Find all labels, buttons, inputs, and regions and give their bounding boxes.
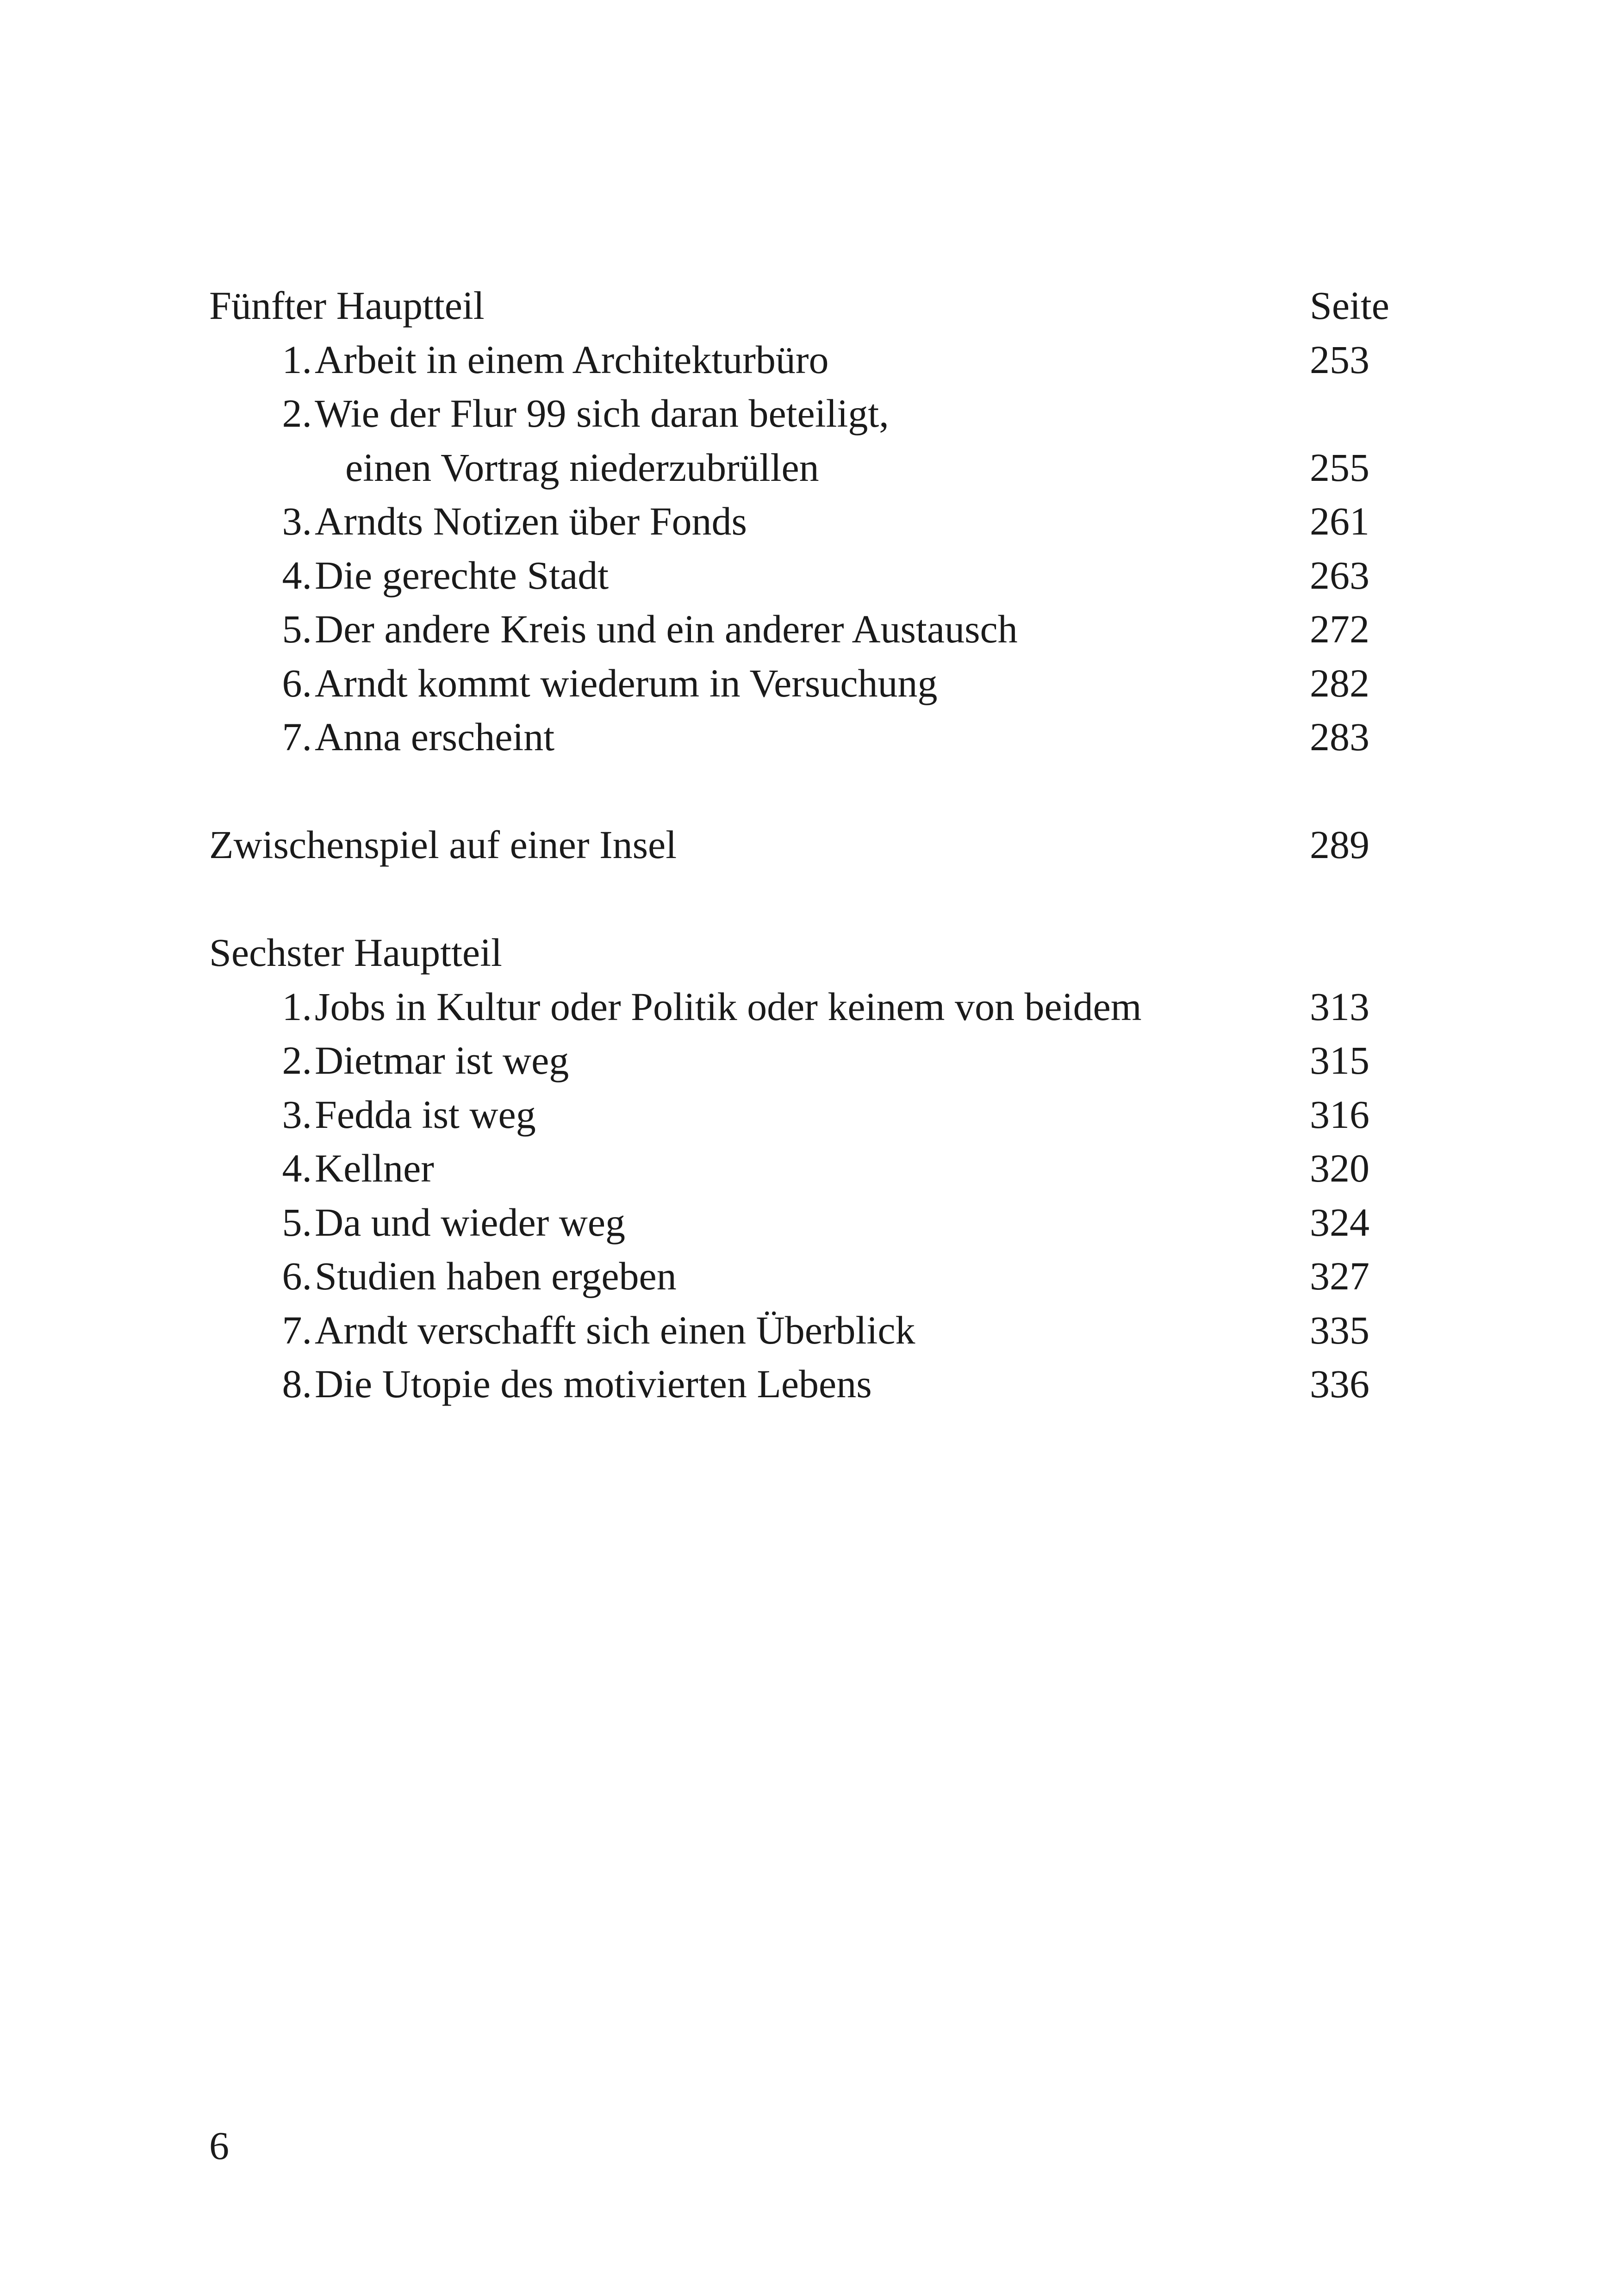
- toc-entry: [209, 1033, 1394, 1088]
- entry-page: 315: [1310, 1038, 1369, 1083]
- entry-number: 7.: [282, 715, 312, 759]
- entry-title: Die gerechte Stadt: [315, 553, 609, 597]
- entry-title: Studien haben ergeben: [315, 1254, 677, 1298]
- entry-title: Kellner: [315, 1146, 434, 1190]
- part-title: Fünfter Hauptteil: [209, 283, 485, 328]
- toc-entry-continuation: [209, 441, 1394, 495]
- toc-entry: [209, 333, 1394, 387]
- toc-entry: [209, 710, 1394, 764]
- interlude-title: Zwischenspiel auf einer Insel: [209, 822, 677, 867]
- entry-number: 7.: [282, 1307, 312, 1352]
- entry-number: 3.: [282, 1092, 312, 1137]
- toc-entry: [209, 494, 1394, 548]
- entry-title: Fedda ist weg: [315, 1092, 536, 1137]
- toc-entry: [209, 980, 1394, 1034]
- entry-page: 289: [1310, 822, 1369, 867]
- entry-number: 6.: [282, 660, 312, 705]
- entry-page: 283: [1310, 715, 1369, 759]
- entry-number: 2.: [282, 1038, 312, 1083]
- entry-page: 320: [1310, 1146, 1369, 1190]
- entry-page: 282: [1310, 660, 1369, 705]
- toc-entry: [209, 1303, 1394, 1357]
- toc-entry: [209, 386, 1394, 441]
- toc-entry: [209, 1141, 1394, 1195]
- entry-number: 1.: [282, 984, 312, 1029]
- entry-number: 1.: [282, 337, 312, 382]
- entry-title: Die Utopie des motivierten Lebens: [315, 1362, 872, 1406]
- part-header-row: [209, 926, 1394, 980]
- entry-number: 4.: [282, 1146, 312, 1190]
- table-of-contents: [209, 279, 1394, 1411]
- entry-page: 313: [1310, 984, 1369, 1029]
- entry-number: 5.: [282, 1200, 312, 1244]
- entry-number: 3.: [282, 499, 312, 543]
- section-spacer: [209, 764, 1394, 818]
- entry-title: Wie der Flur 99 sich daran beteiligt,: [315, 391, 889, 436]
- entry-title-continuation: einen Vortrag niederzubrüllen: [345, 445, 819, 490]
- entry-number: 5.: [282, 607, 312, 651]
- toc-entry: [209, 1088, 1394, 1142]
- entry-page: 261: [1310, 499, 1369, 543]
- entry-title: Der andere Kreis und ein anderer Austausch: [315, 607, 1018, 651]
- toc-entry: [209, 1357, 1394, 1411]
- page-column-header: Seite: [1310, 283, 1389, 328]
- toc-entry: [209, 1195, 1394, 1250]
- entry-title: Da und wieder weg: [315, 1200, 626, 1244]
- entry-title: Dietmar ist weg: [315, 1038, 569, 1083]
- part-header-row: [209, 279, 1394, 333]
- entry-page: 327: [1310, 1254, 1369, 1298]
- toc-entry: [209, 602, 1394, 656]
- entry-number: 4.: [282, 553, 312, 597]
- entry-page: 263: [1310, 553, 1369, 597]
- entry-number: 6.: [282, 1254, 312, 1298]
- folio-page-number: 6: [209, 2123, 229, 2168]
- entry-page: 316: [1310, 1092, 1369, 1137]
- entry-page: 255: [1310, 445, 1369, 490]
- toc-entry: [209, 548, 1394, 603]
- entry-title: Arbeit in einem Architekturbüro: [315, 337, 829, 382]
- entry-title: Arndt kommt wiederum in Versuchung: [315, 660, 938, 705]
- entry-title: Anna erscheint: [315, 715, 555, 759]
- section-spacer: [209, 872, 1394, 926]
- entry-page: 272: [1310, 607, 1369, 651]
- entry-page: 336: [1310, 1362, 1369, 1406]
- interlude-row: [209, 818, 1394, 872]
- entry-number: 2.: [282, 391, 312, 436]
- entry-page: 324: [1310, 1200, 1369, 1244]
- entry-page: 253: [1310, 337, 1369, 382]
- toc-entry: [209, 1249, 1394, 1303]
- entry-title: Arndt verschafft sich einen Überblick: [315, 1307, 915, 1352]
- entry-page: 335: [1310, 1307, 1369, 1352]
- entry-number: 8.: [282, 1362, 312, 1406]
- entry-title: Arndts Notizen über Fonds: [315, 499, 747, 543]
- entry-title: Jobs in Kultur oder Politik oder keinem von beidem: [315, 984, 1142, 1029]
- part-title: Sechster Hauptteil: [209, 930, 502, 975]
- toc-entry: [209, 656, 1394, 710]
